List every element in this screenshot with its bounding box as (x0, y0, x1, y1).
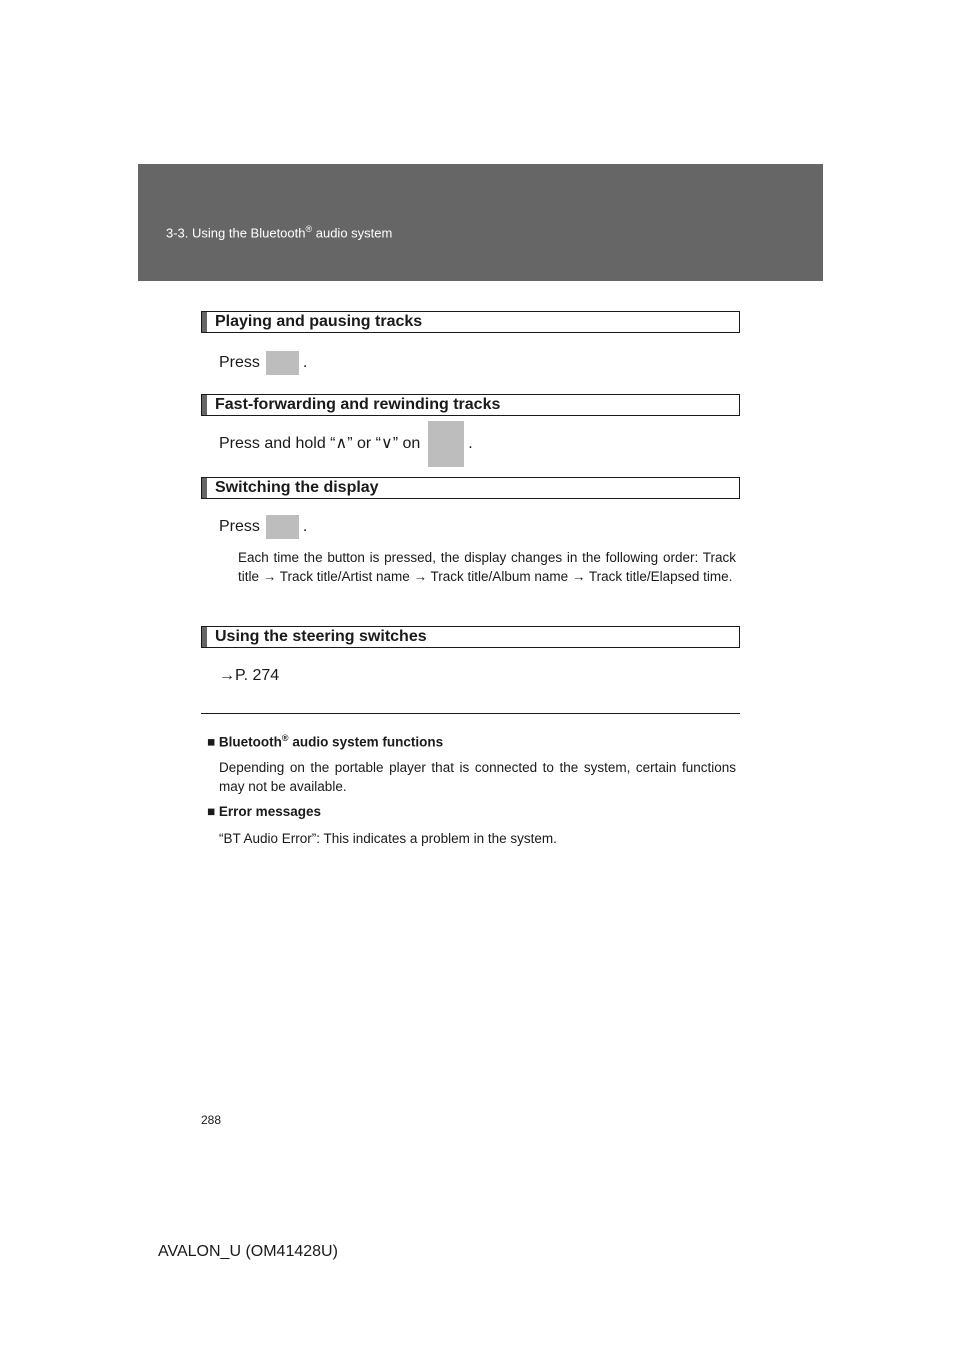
note-title-error-messages: ■ Error messages (207, 804, 321, 819)
chapter-title: 3-3. Using the Bluetooth® audio system (166, 224, 393, 241)
instruction-playing: Press . (219, 351, 307, 375)
section-heading-switching-display: Switching the display (201, 477, 740, 499)
notes-divider (201, 713, 740, 714)
display-button-icon (266, 515, 299, 539)
instruction-fast-forward: Press and hold “∧” or “∨” on . (219, 421, 473, 467)
instruction-switching-display: Press . (219, 515, 307, 539)
page-reference: →P. 274 (219, 667, 280, 684)
section-heading-fast-forward: Fast-forwarding and rewinding tracks (201, 394, 740, 416)
display-order-description: Each time the button is pressed, the display changes in the following order: Track title → Track title/Artist name → Track title/Album name → Track title/Elapsed time. (238, 550, 736, 584)
section-heading-playing: Playing and pausing tracks (201, 311, 740, 333)
note-title-functions: ■ Bluetooth® audio system functions (207, 733, 444, 750)
page-number: 288 (201, 1113, 222, 1127)
section-heading-steering-switches: Using the steering switches (201, 626, 740, 648)
header-band (138, 164, 823, 281)
seek-button-icon (428, 421, 464, 467)
play-pause-button-icon (266, 351, 299, 375)
document-code: AVALON_U (OM41428U) (158, 1243, 338, 1260)
note-body-error-messages: “BT Audio Error”: This indicates a problem in the system. (219, 831, 557, 846)
note-body-functions: Depending on the portable player that is connected to the system, certain functions may not be available. (219, 760, 736, 794)
